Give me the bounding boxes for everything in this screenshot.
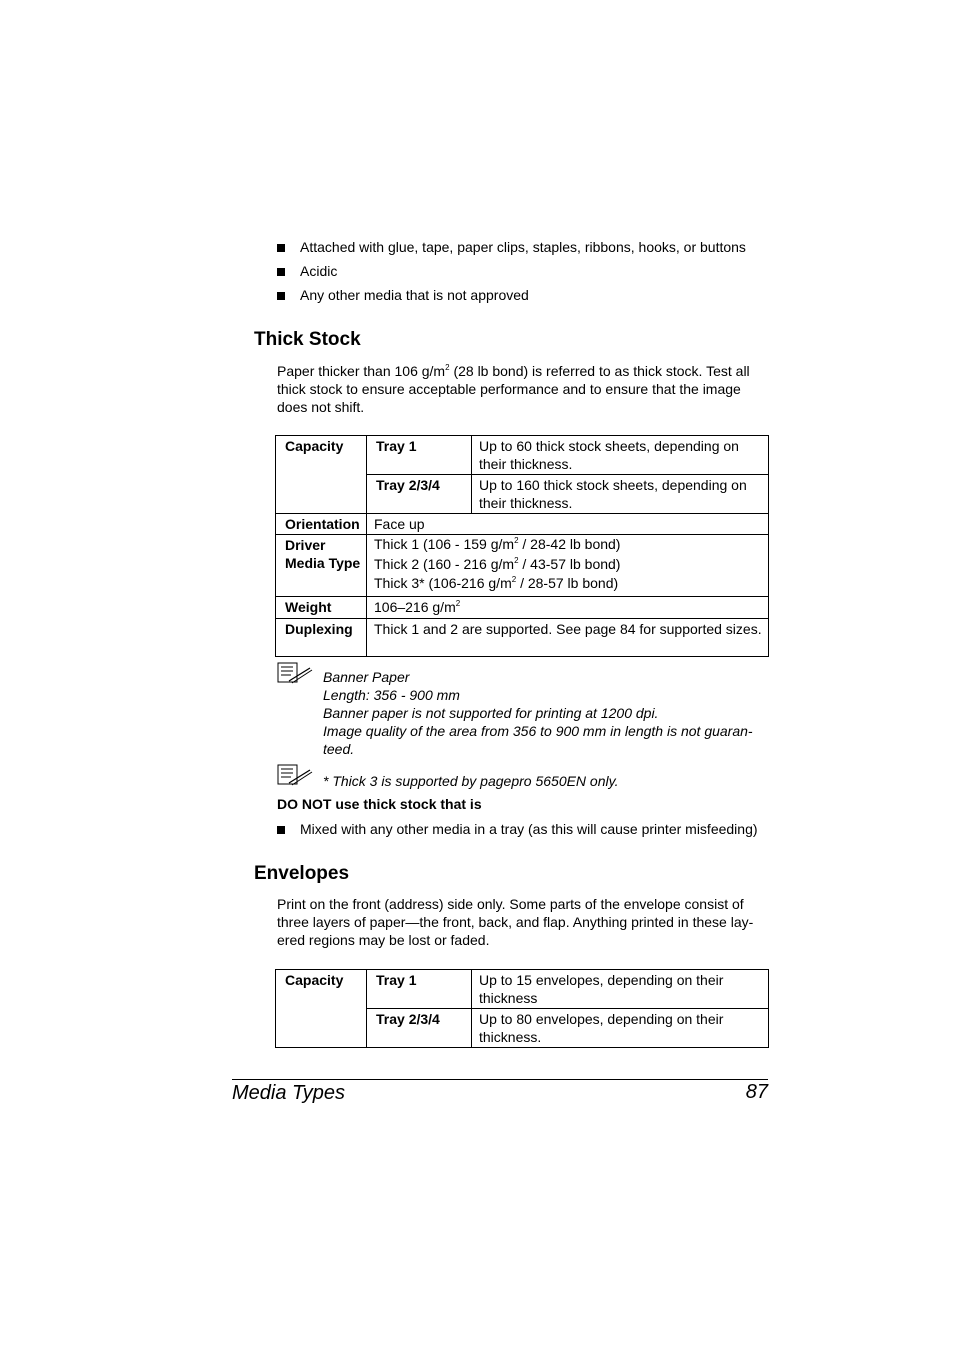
- note-text: Banner Paper Length: 356 - 900 mm Banner paper is not supported for printing at 1200 dpi. Image quality of the area from 356 to 900 mm in length is not guaran- teed.: [323, 669, 753, 757]
- tray1-value: Up to 15 envelopes, depending on their thickness: [472, 970, 769, 1009]
- thick-stock-table: [275, 435, 769, 657]
- weight-label: Weight: [276, 597, 367, 619]
- tray234-value: Up to 80 envelopes, depending on their thickness.: [472, 1009, 769, 1048]
- tray1-value: Up to 60 thick stock sheets, depending on their thickness.: [472, 436, 769, 475]
- banner-paper-note: [277, 662, 769, 758]
- driver-label-line-1: Driver: [285, 537, 326, 553]
- thick1-line: Thick 1 (106 - 159 $g/m^2 / 28-42$ lb bond): [374, 536, 621, 552]
- envelopes-heading: Envelopes: [254, 863, 350, 884]
- intro-text-a: Paper thicker than 106 g/m: [277, 363, 446, 379]
- bullet-square-icon: [277, 236, 300, 258]
- bullet-square-icon: [277, 260, 300, 282]
- note-pencil-icon: [277, 662, 323, 758]
- thick3-line: Thick 3* (106-216 $g/m^2 / 28-57$ lb bond): [374, 575, 619, 591]
- table-row: [276, 514, 769, 535]
- tray234-value: Up to 160 thick stock sheets, depending on their thickness.: [472, 475, 769, 514]
- footer-rule: [232, 1079, 768, 1080]
- intro-text-b: (28 lb bond) is referred to as thick stock. Test all thick stock to ensure acceptable performance and to ensure that the image does not shift.: [277, 363, 750, 415]
- envelopes-intro: Print on the front (address) side only. Some parts of the envelope consist of three layers of paper—the front, back, and flap. Anything printed in these lay-ered regions may be lost or faded.: [277, 896, 754, 948]
- page-number: 87: [745, 1081, 768, 1103]
- note-text: * Thick 3 is supported by pagepro 5650EN only.: [323, 773, 619, 789]
- table-row: [276, 619, 769, 657]
- capacity-label: Capacity: [276, 970, 367, 1048]
- bullet-square-icon: [277, 284, 300, 306]
- top-bullet-list: [277, 236, 777, 308]
- table-row: [276, 436, 769, 475]
- thick-stock-heading: Thick Stock: [254, 329, 361, 350]
- bullet-square-icon: [277, 818, 300, 840]
- superscript: 2: [445, 363, 450, 372]
- list-item: [277, 236, 777, 260]
- table-row: [276, 597, 769, 619]
- thick-stock-intro: [277, 362, 769, 416]
- table-row: [276, 970, 769, 1009]
- thick2-line: Thick 2 (160 - 216 $g/m^2 / 43-57$ lb bond): [374, 555, 621, 572]
- tray234-label: Tray 2/3/4: [367, 475, 472, 514]
- orientation-label: Orientation: [276, 514, 367, 535]
- duplexing-value: Thick 1 and 2 are supported. See page 84 for supported sizes.: [367, 619, 769, 657]
- footer-section-title: Media Types: [232, 1082, 346, 1104]
- list-item-text: Acidic: [300, 263, 338, 279]
- table-row: [276, 535, 769, 597]
- tray1-label: Tray 1: [367, 970, 472, 1009]
- list-item-text: Attached with glue, tape, paper clips, staples, ribbons, hooks, or buttons: [300, 239, 746, 255]
- tray234-label: Tray 2/3/4: [367, 1009, 472, 1048]
- driver-label-line-2: Media Type: [285, 555, 361, 571]
- capacity-label: Capacity: [276, 436, 367, 514]
- duplexing-label: Duplexing: [276, 619, 367, 657]
- list-item: [277, 284, 777, 308]
- envelopes-table: [275, 969, 769, 1048]
- list-item: [277, 818, 777, 842]
- list-item: [277, 260, 777, 284]
- orientation-value: Face up: [367, 514, 769, 535]
- thick3-note: [277, 764, 769, 790]
- do-not-list: [277, 818, 777, 842]
- driver-media-type-values: [367, 535, 769, 597]
- tray1-label: Tray 1: [367, 436, 472, 475]
- weight-value: 106–216 $g/m^2$: [367, 597, 769, 619]
- note-pencil-icon: [277, 764, 323, 790]
- do-not-heading: DO NOT use thick stock that is: [277, 796, 482, 812]
- list-item-text: Any other media that is not approved: [300, 287, 529, 303]
- driver-media-type-label: [276, 535, 367, 597]
- list-item-text: Mixed with any other media in a tray (as this will cause printer misfeeding): [300, 821, 758, 837]
